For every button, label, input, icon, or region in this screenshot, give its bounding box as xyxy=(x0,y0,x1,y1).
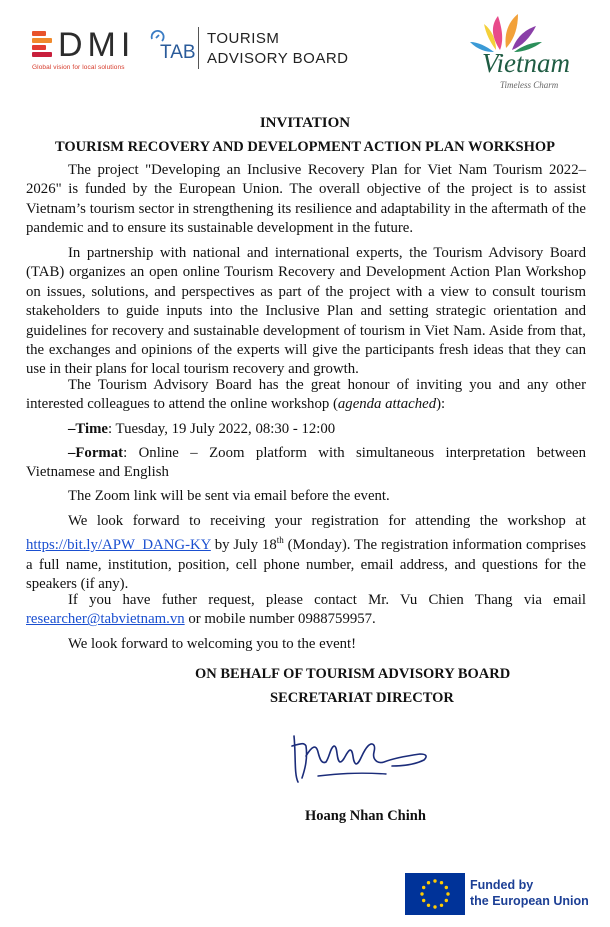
eu-flag-icon xyxy=(405,873,465,915)
zoom-note: The Zoom link will be sent via email before the event. xyxy=(68,488,390,504)
paragraph-invite: The Tourism Advisory Board has the great honour of inviting you and any other interested colleagues to attend the online workshop (agenda attached): xyxy=(26,377,586,413)
format-value: : Online – Zoom platform with simultaneous interpretation between Vietnamese and English xyxy=(26,445,586,481)
vietnam-tagline: Timeless Charm xyxy=(500,80,559,90)
tab-title: TOURISM ADVISORY BOARD xyxy=(207,30,349,67)
time-label: –Time xyxy=(68,421,109,437)
signatory-org: ON BEHALF OF TOURISM ADVISORY BOARD xyxy=(195,666,511,682)
tab-logo xyxy=(148,27,349,69)
signatory-name: Hoang Nhan Chinh xyxy=(305,808,426,824)
edmi-e-mark-icon xyxy=(32,30,54,58)
edmi-tagline: Global vision for local solutions xyxy=(32,64,125,71)
format-line xyxy=(26,444,586,483)
tab-divider xyxy=(198,27,199,69)
paragraph-project: The project "Developing an Inclusive Recovery Plan for Viet Nam Tourism 2022–2026" is funded by the European Union. The overall objective of the project is to assist Vietnam’s tourism sector in strengthening its resilience and adaptability in the aftermath of the pandemic and to ensure its sustainable development in the future. xyxy=(26,162,586,237)
paragraph-partnership: In partnership with national and international experts, the Tourism Advisory Board (TAB) organizes an open online Tourism Recovery and Development Action Plan Workshop on issues, solutions, and perspectives as part of the project with a view to consult tourism stakeholders to guide inputs into the Inclusive Plan and setting strategic orientation and guidelines for recovery and sustainable development of tourism in Viet Nam. Aside from that, the exchanges and opinions of the experts will give the participants fresh ideas that they can use in their plans for local tourism recovery and growth. xyxy=(26,245,586,378)
header-logos xyxy=(0,0,610,105)
contact-email-link[interactable]: researcher@tabvietnam.vn xyxy=(26,611,185,628)
edmi-logo xyxy=(32,26,136,71)
time-line xyxy=(26,420,586,439)
signatory-title: SECRETARIAT DIRECTOR xyxy=(270,690,454,706)
paragraph-contact: If you have futher request, please contact Mr. Vu Chien Thang via email researcher@tabvietnam.vn or mobile number 0988759957. xyxy=(26,592,586,628)
paragraph-registration: We look forward to receiving your registration for attending the workshop at https://bit.ly/APW_DANG-KY by July 18th (Monday). The registration information comprises a full name, institution, position, cell phone number, email address, and questions for the speakers (if any). xyxy=(26,513,586,593)
format-label: –Format xyxy=(68,445,124,461)
eu-funding-text: Funded by the European Union xyxy=(470,878,589,908)
closing-line: We look forward to welcoming you to the event! xyxy=(68,636,357,652)
handwritten-signature xyxy=(286,716,446,806)
time-value: : Tuesday, 19 July 2022, 08:30 - 12:00 xyxy=(108,421,336,437)
vietnam-logo xyxy=(462,8,592,98)
edmi-wordmark: DMI xyxy=(58,26,136,64)
invitation-title: INVITATION xyxy=(259,115,351,131)
tab-abbrev: TAB xyxy=(160,42,196,63)
registration-link[interactable]: https://bit.ly/APW_DANG-KY xyxy=(26,537,211,554)
vietnam-wordmark: Vietnam xyxy=(482,48,570,78)
workshop-title: TOURISM RECOVERY AND DEVELOPMENT ACTION PLAN WORKSHOP xyxy=(54,139,556,155)
